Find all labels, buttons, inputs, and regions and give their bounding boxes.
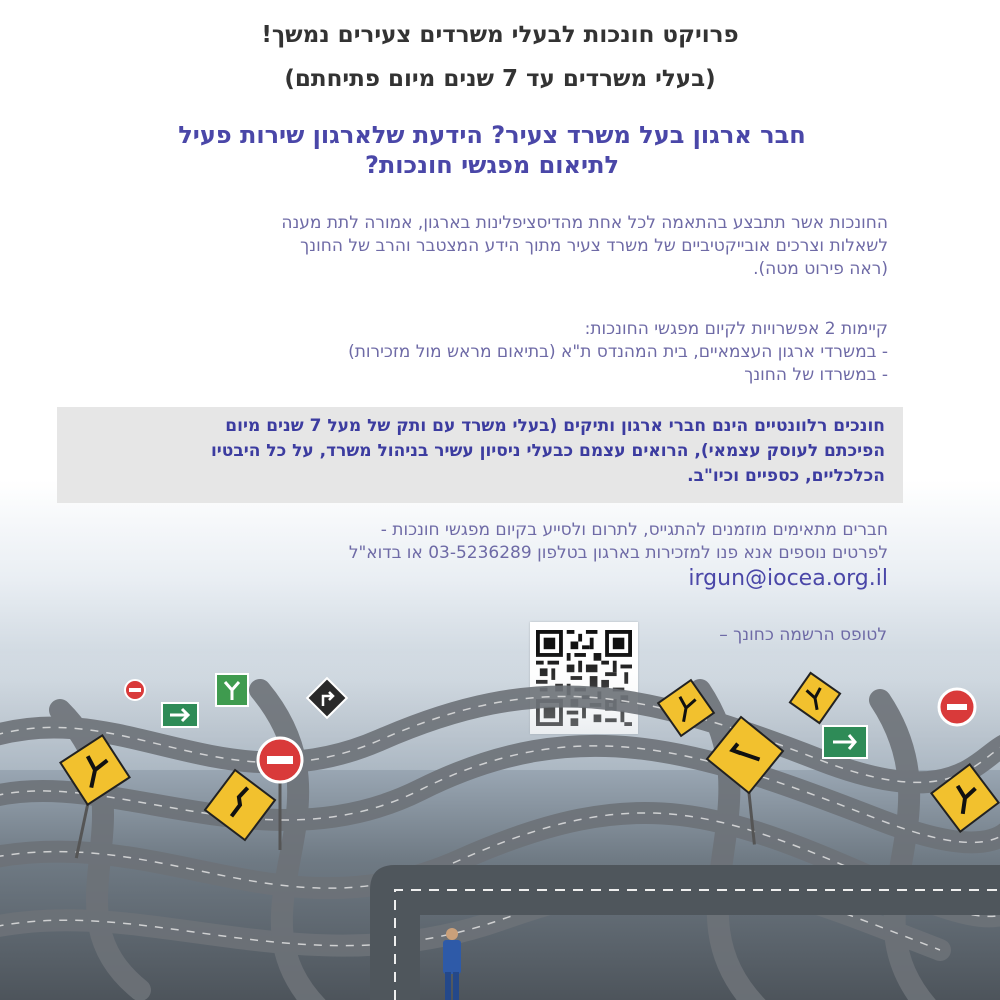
contact-line-2: לפרטים נוספים אנא פנו למזכירות בארגון בטלפון 03-5236289 או בדוא"ל <box>348 543 888 563</box>
subtitle-line-2: לתיאום מפגשי חונכות? <box>364 151 619 179</box>
notice-line-1: חונכים רלוונטיים הינם חברי ארגון ותיקים (בעלי משרד עם ותק של מעל 7 שנים מיום <box>225 416 885 436</box>
tangled-roads-illustration <box>0 650 1000 1000</box>
intro-line-3: (ראה פירוט מטה). <box>753 259 888 279</box>
road-sign-red-stop-3 <box>125 680 145 700</box>
contact-paragraph <box>88 519 888 593</box>
email-link[interactable]: irgun@iocea.org.il <box>688 566 888 591</box>
road-sign-red-stop-2 <box>939 689 975 725</box>
eligibility-notice-box <box>57 407 903 503</box>
road-sign-green-arrow <box>162 703 198 727</box>
contact-line-1: חברים מתאימים מוזמנים להתגייס, לתרום ולסייע בקיום מפגשי חונכות - <box>380 520 888 540</box>
intro-line-2: לשאלות וצרכים אובייקטיביים של משרד צעיר מתוך הידע המצטבר והרב של החונך <box>300 236 888 256</box>
road-sign-green-fork <box>216 674 248 706</box>
eligibility-notice-text <box>85 414 885 489</box>
notice-line-2: הפיכתם לעוסק עצמאי), הרואים עצמם כבעלי ניסיון עשיר בניהול משרד, על כל היבטיו <box>210 441 885 461</box>
option-item-1: - במשרדי ארגון העצמאיים, בית המהנדס ת"א (בתיאום מראש מול מזכירות) <box>348 342 888 362</box>
intro-paragraph <box>88 212 888 281</box>
subtitle <box>142 120 842 180</box>
intro-line-1: החונכות אשר תתבצע בהתאמה לכל אחת מהדיסציפלינות בארגון, אמורה לתת מענה <box>281 213 888 233</box>
subtitle-line-1: חבר ארגון בעל משרד צעיר? הידעת שלארגון שירות פעיל <box>178 121 806 149</box>
title-line-2: (בעלי משרדים עד 7 שנים מיום פתיחתם) <box>284 66 716 92</box>
option-item-2: - במשרדו של החונך <box>744 365 888 385</box>
road-sign-green-arrow-2 <box>823 726 867 758</box>
meeting-options <box>88 318 888 387</box>
registration-form-label: לטופס הרשמה כחונך – <box>719 625 887 645</box>
notice-line-3: הכלכליים, כספיים וכיו"ב. <box>687 466 885 486</box>
options-heading: קיימות 2 אפשרויות לקיום מפגשי החונכות: <box>584 319 888 339</box>
title-line-1: פרויקט חונכות לבעלי משרדים צעירים נמשך! <box>261 22 739 48</box>
